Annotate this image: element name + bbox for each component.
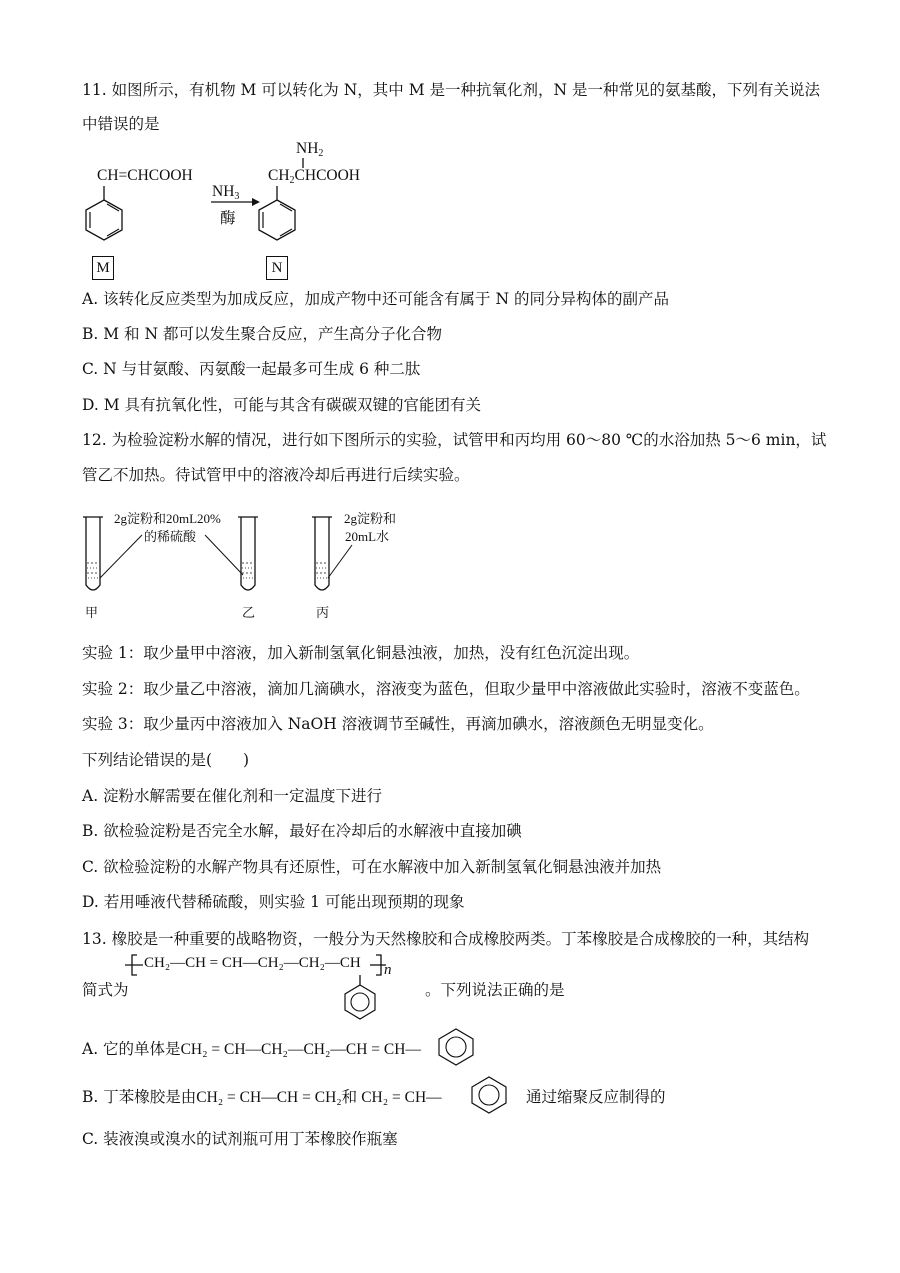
tube-bing-name: 丙 <box>316 605 330 620</box>
q13-stem-line2-end: 。下列说法正确的是 <box>425 981 565 999</box>
q12-stem-line1: 12. 为检验淀粉水解的情况，进行如下图所示的实验，试管甲和丙均用 60～80 ℃的水浴加热 5～6 min，试 <box>82 431 827 449</box>
option-b-benzene-ring <box>472 1077 506 1113</box>
q12-question: 下列结论错误的是( ) <box>82 751 250 769</box>
q12-option-c: C. 欲检验淀粉的水解产物具有还原性，可在水解液中加入新制氢氧化铜悬浊液并加热 <box>82 858 662 876</box>
label-m: M <box>92 256 114 280</box>
q12-experiment-1: 实验 1：取少量甲中溶液，加入新制氢氧化铜悬浊液，加热，没有红色沉淀出现。 <box>82 644 640 662</box>
q13-option-c: C. 装液溴或溴水的试剂瓶可用丁苯橡胶作瓶塞 <box>82 1130 398 1148</box>
arrow-reagent: $NH_3$ <box>212 183 240 202</box>
q12-experiment-3: 实验 3：取少量丙中溶液加入 NaOH 溶液调节至碱性，再滴加碘水，溶液颜色无明显变化。 <box>82 715 714 733</box>
q12-stem-line2: 管乙不加热。待试管甲中的溶液冷却后再进行后续实验。 <box>82 466 470 484</box>
n-formula: $CH_2CHCOOH$ <box>268 167 360 186</box>
q13-option-b: B. 丁苯橡胶是由CH₂ = CH—CH = CH₂和 CH₂ = CH— <box>82 1088 442 1106</box>
q11-option-d: D. M 具有抗氧化性，可能与其含有碳碳双键的官能团有关 <box>82 396 482 414</box>
q11-option-b: B. M 和 N 都可以发生聚合反应，产生高分子化合物 <box>82 325 442 343</box>
q11-option-c: C. N 与甘氨酸、丙氨酸一起最多可生成 6 种二肽 <box>82 360 421 378</box>
q11-stem-line2: 中错误的是 <box>82 115 160 133</box>
tube-bing-label-line2: 20mL水 <box>345 529 390 544</box>
q13-stem-line2-start: 简式为 <box>82 981 129 999</box>
q12-option-b: B. 欲检验淀粉是否完全水解，最好在冷却后的水解液中直接加碘 <box>82 822 522 840</box>
q13-stem-line1: 13. 橡胶是一种重要的战略物资，一般分为天然橡胶和合成橡胶两类。丁苯橡胶是合成橡胶的一种，其结构 <box>82 930 810 948</box>
q12-option-d: D. 若用唾液代替稀硫酸，则实验 1 可能出现预期的现象 <box>82 893 465 911</box>
option-a-benzene-ring <box>439 1029 473 1065</box>
label-n: N <box>266 256 288 280</box>
q11-option-a: A. 该转化反应类型为加成反应，加成产物中还可能含有属于 N 的同分异构体的副产品 <box>82 290 669 308</box>
tube-yi-name: 乙 <box>242 605 256 620</box>
q13-option-a: A. 它的单体是CH₂ = CH—CH₂—CH₂—CH = CH— <box>82 1040 421 1058</box>
tube-jia-label-line2: 的稀硫酸 <box>144 529 197 544</box>
polymer-benzene-ring <box>345 985 375 1019</box>
polymer-formula: CH₂—CH = CH—CH₂—CH₂—CH <box>144 955 361 971</box>
m-formula: CH=CHCOOH <box>97 167 193 184</box>
q13-option-b-tail: 通过缩聚反应制得的 <box>526 1088 666 1106</box>
polymer-n: n <box>384 962 392 978</box>
tube-bing-label-line1: 2g淀粉和 <box>344 511 397 526</box>
tube-jia-label-line1: 2g淀粉和20mL20% <box>114 511 221 526</box>
arrow-catalyst: 酶 <box>220 210 236 227</box>
q12-experiment-2: 实验 2：取少量乙中溶液，滴加几滴碘水，溶液变为蓝色，但取少量甲中溶液做此实验时，溶液不变蓝色。 <box>82 680 810 698</box>
q12-option-a: A. 淀粉水解需要在催化剂和一定温度下进行 <box>82 787 383 805</box>
tube-jia-name: 甲 <box>85 605 99 620</box>
n-amino-group: $NH_2$ <box>296 140 324 159</box>
q11-stem-line1: 11. 如图所示，有机物 M 可以转化为 N，其中 M 是一种抗氧化剂，N 是一种常见的氨基酸，下列有关说法 <box>82 81 821 99</box>
